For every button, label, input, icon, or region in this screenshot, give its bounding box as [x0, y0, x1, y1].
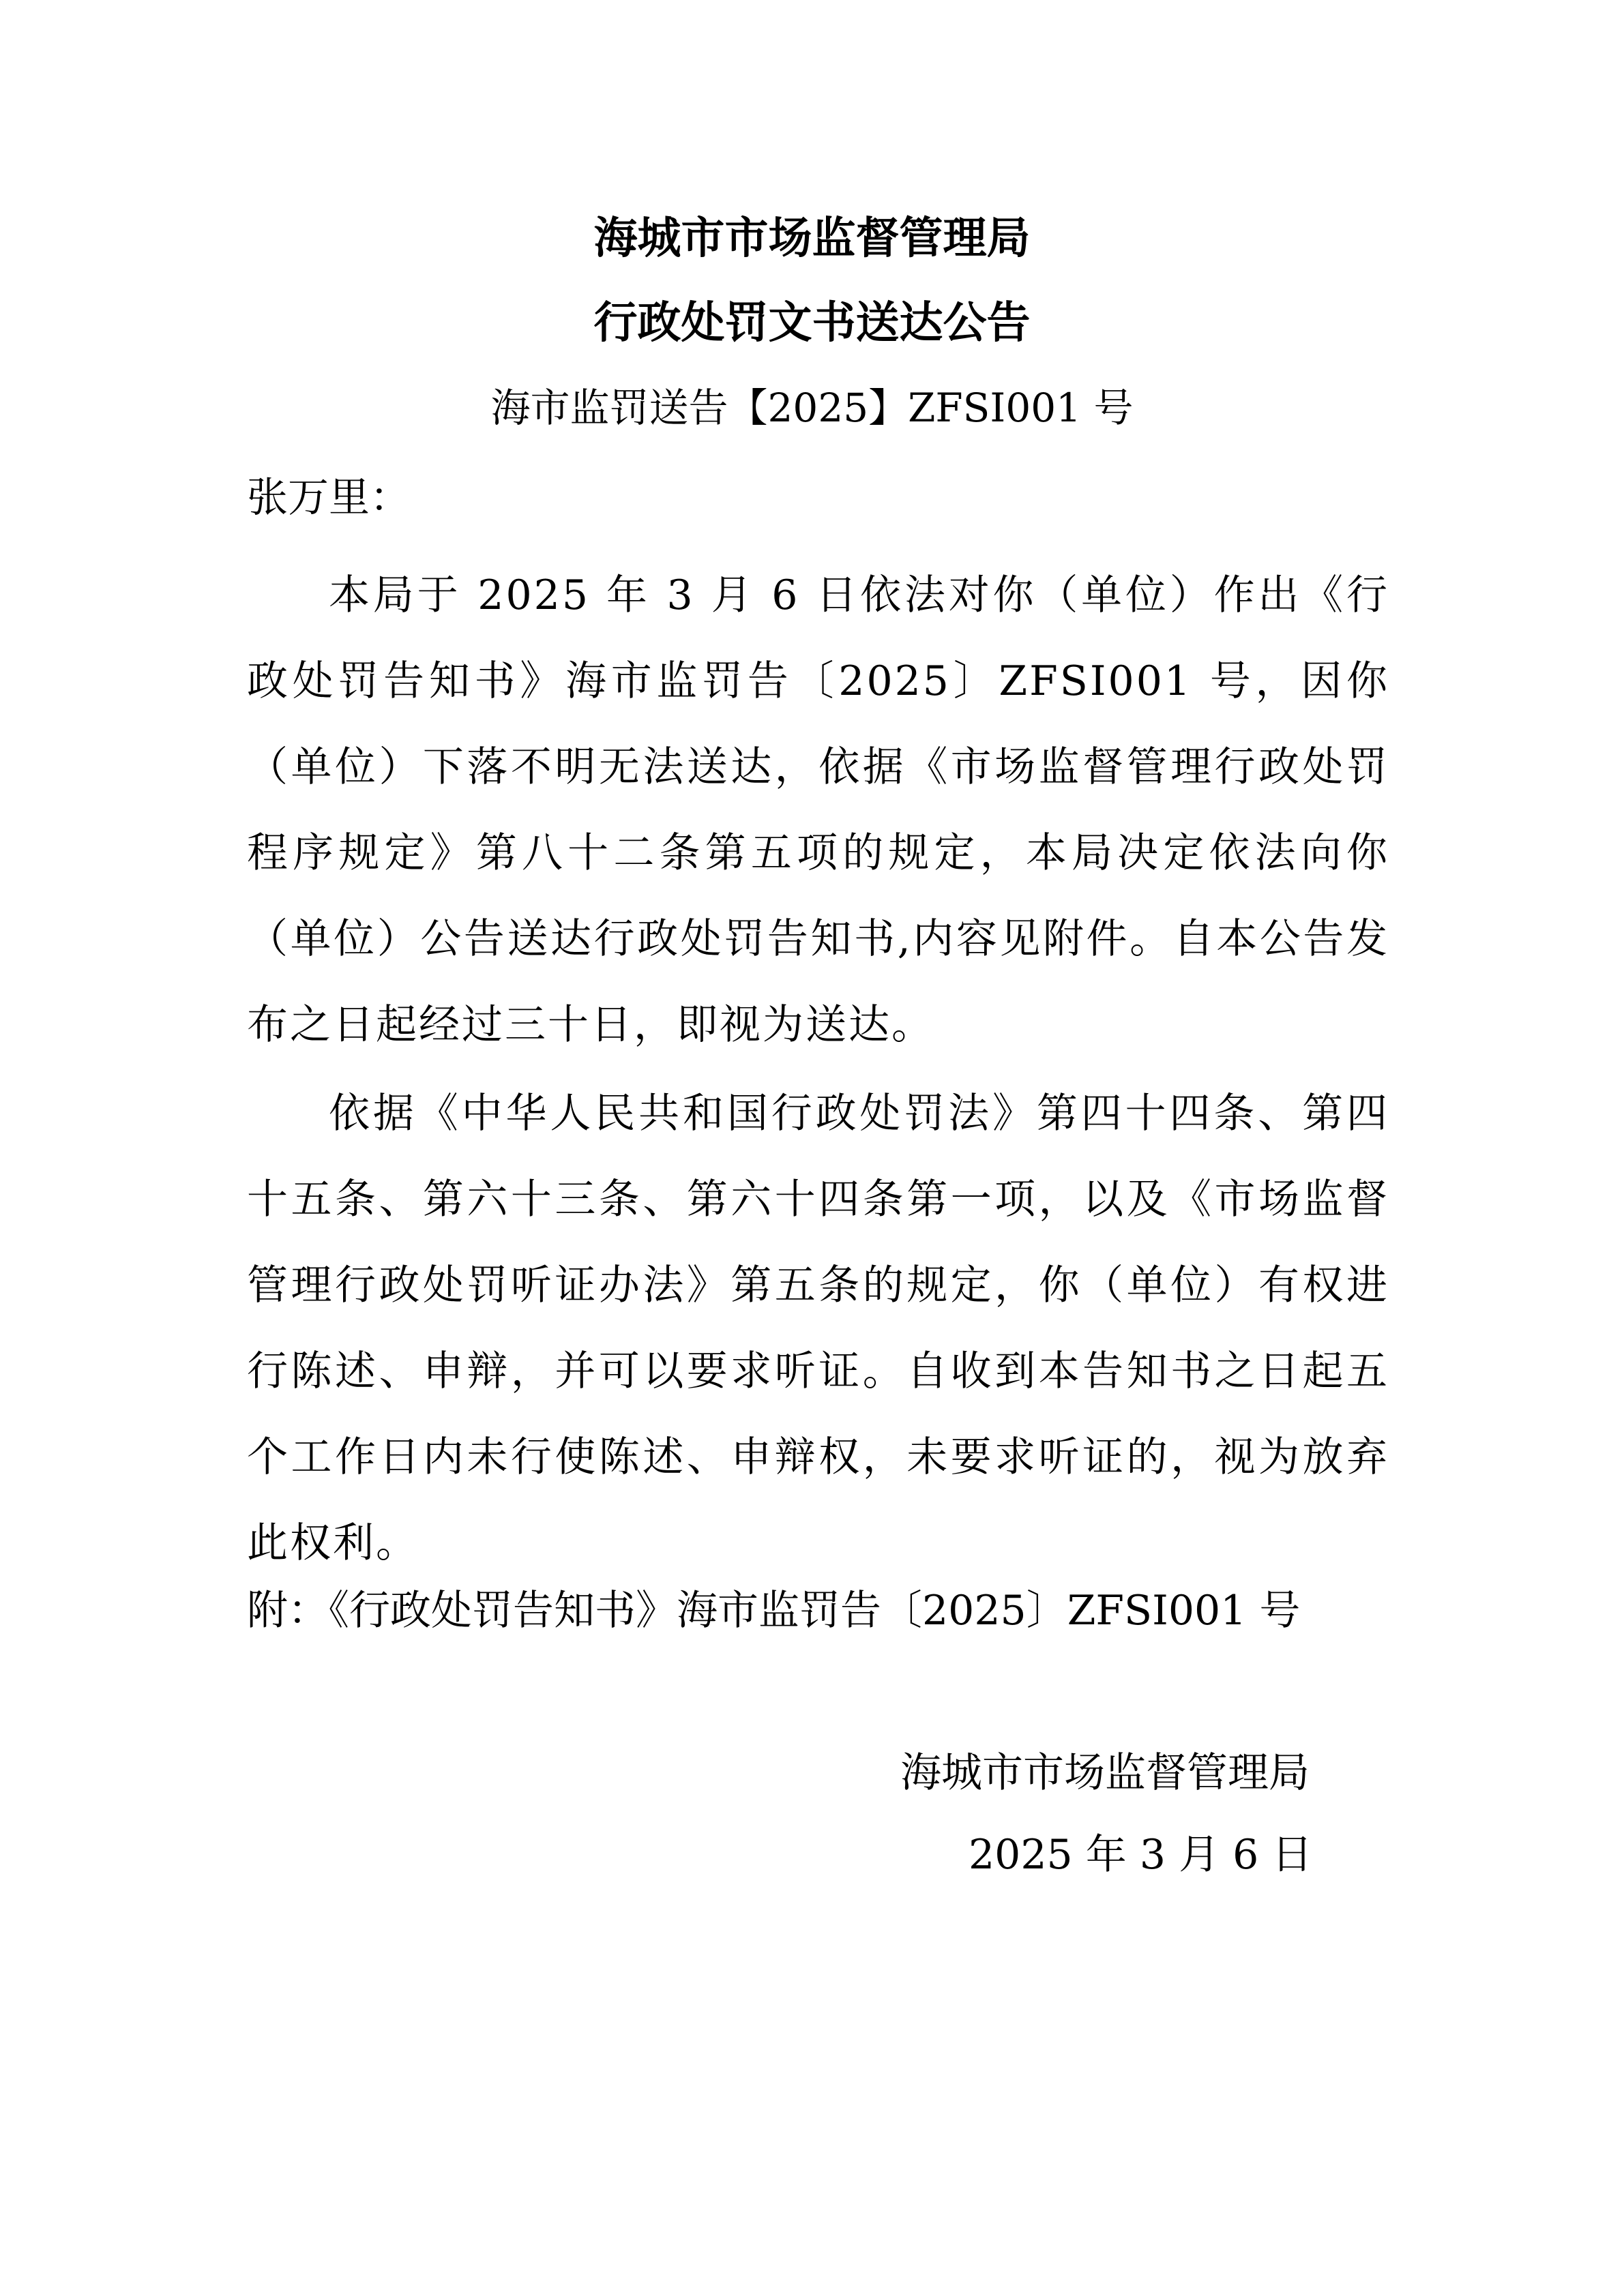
document-title-line2: 行政处罚文书送达公告	[593, 298, 1031, 348]
document-title-line1: 海城市市场监督管理局	[593, 213, 1031, 264]
addressee: 张万里：	[247, 474, 411, 522]
paragraph-rights-notice: 依据《中华人民共和国行政处罚法》第四十四条、第四十五条、第六十三条、第六十四条第一项，以及《市场监督管理行政处罚听证办法》第五条的规定，你（单位）有权进行陈述、申辩，并可以要求听证。自收到本告知书之日起五个工作日内未行使陈述、申辩权，未要求听证的，视为放弃此权利。	[247, 1090, 1389, 1567]
paragraph-service-notice: 本局于 2025 年 3 月 6 日依法对你（单位）作出《行政处罚告知书》海市监罚告〔2025〕ZFSI001 号，因你（单位）下落不明无法送达，依据《市场监督管理行政处罚程序规定》第八十二条第五项的规定，本局决定依法向你（单位）公告送达行政处罚告知书,内容见附件。自本公告发布之日起经过三十日，即视为送达。	[247, 571, 1389, 1049]
signature-organization: 海城市市场监督管理局	[900, 1749, 1310, 1797]
attachment-line: 附：《行政处罚告知书》海市监罚告〔2025〕ZFSI001 号	[247, 1587, 1301, 1635]
signature-date: 2025 年 3 月 6 日	[969, 1831, 1313, 1879]
document-number: 海市监罚送告【2025】ZFSI001 号	[490, 385, 1134, 431]
